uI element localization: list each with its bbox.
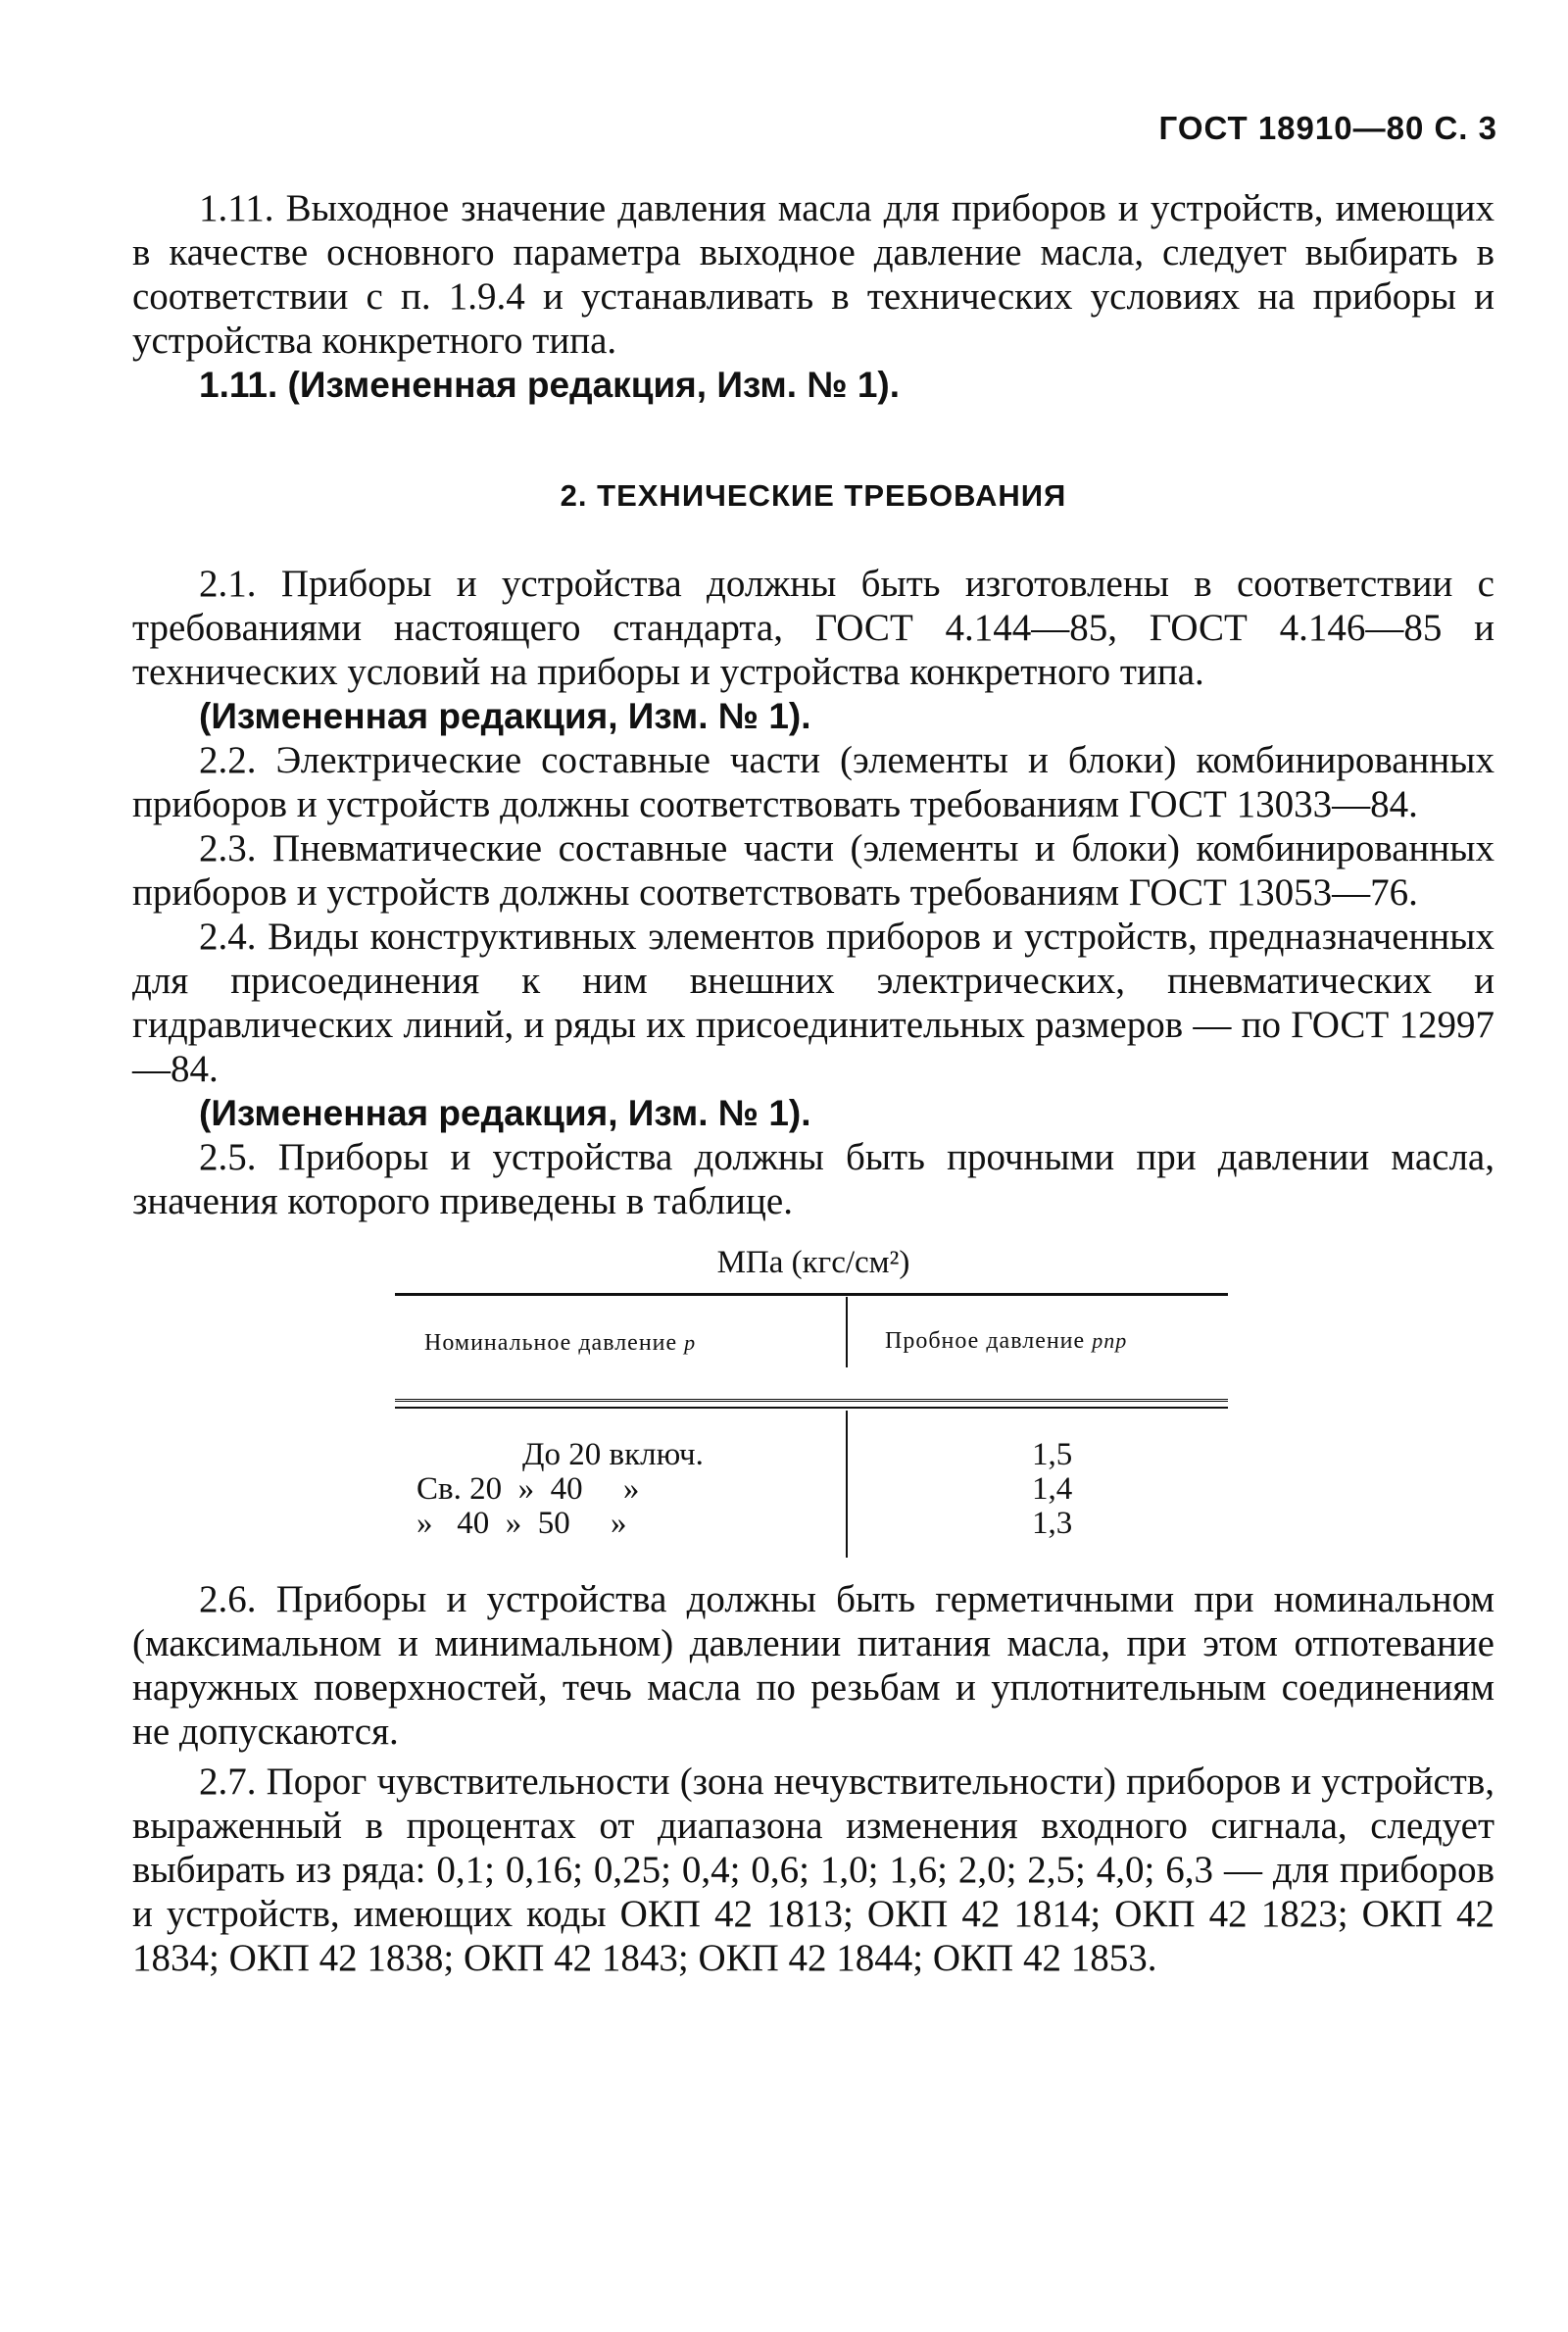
table-row-2-test: 1,4 — [1032, 1471, 1073, 1507]
amendment-ref-1-11 — [132, 363, 1494, 407]
table-header-rule — [395, 1399, 1228, 1409]
table-header-test-symbol: pпр — [1092, 1328, 1128, 1353]
table-row-3-nominal: » 40 » 50 » — [416, 1506, 627, 1541]
table-caption: МПа (кгс/см²) — [716, 1245, 910, 1280]
paragraph-2-4: 2.4. Виды конструктивных элементов приборов и устройств, предназначенных для присоединения к ним внешних электрических, пневматических и гидравлических линий, и ряды их присоединительных размеров — по ГОСТ 12997—84. — [132, 916, 1494, 1090]
table-header-nominal-text: Номинальное давление — [424, 1330, 685, 1356]
paragraph-2-3: 2.3. Пневматические составные части (элементы и блоки) комбинированных приборов и устройств должны соответствовать требованиям ГОСТ 13053—76. — [132, 827, 1494, 914]
page-header: ГОСТ 18910—80 С. 3 — [1158, 110, 1497, 146]
table-top-rule — [395, 1293, 1228, 1296]
paragraph-2-5: 2.5. Приборы и устройства должны быть прочными при давлении масла, значения которого приведены в таблице. — [132, 1136, 1494, 1222]
table-row-1-test: 1,5 — [1032, 1437, 1073, 1472]
pressure-table — [395, 1293, 1228, 1577]
table-row-3-test: 1,3 — [1032, 1506, 1073, 1541]
paragraph-1-11: 1.11. Выходное значение давления масла для приборов и устройств, имеющих в качестве основного параметра выходное давление масла, следует выбирать в соответствии с п. 1.9.4 и устанавливать в технических условиях на приборы и устройства конкретного типа. — [132, 187, 1494, 362]
document-body — [132, 186, 1494, 1980]
table-header-divider — [846, 1297, 848, 1367]
paragraph-2-6: 2.6. Приборы и устройства должны быть герметичными при номинальном (максимальном и минимальном) давлении питания масла, при этом отпотевание наружных поверхностей, течь масла по резьбам и уплотнительным соединениям не допускаются. — [132, 1578, 1494, 1753]
amendment-ref-2-1: (Измененная редакция, Изм. № 1). — [199, 696, 811, 736]
amendment-ref-1-11-text: 1.11. (Измененная редакция, Изм. № 1). — [199, 365, 901, 405]
paragraph-2-2: 2.2. Электрические составные части (элементы и блоки) комбинированных приборов и устройств должны соответствовать требованиям ГОСТ 13033—84. — [132, 739, 1494, 825]
table-header-nominal — [424, 1320, 696, 1365]
table-row-2-nominal: Св. 20 » 40 » — [416, 1471, 640, 1507]
paragraph-2-1: 2.1. Приборы и устройства должны быть изготовлены в соответствии с требованиями настоящего стандарта, ГОСТ 4.144—85, ГОСТ 4.146—85 и технических условий на приборы и устройства конкретного типа. — [132, 563, 1494, 693]
table-header-nominal-symbol: p — [684, 1330, 697, 1355]
paragraph-2-7: 2.7. Порог чувствительности (зона нечувствительности) приборов и устройств, выраженный в процентах от диапазона изменения входного сигнала, следует выбирать из ряда: 0,1; 0,16; 0,25; 0,4; 0,6; 1,0; 1,6; 2,0; 2,5; 4,0; 6,3 — для приборов и устройств, имеющих коды ОКП 42 1813; ОКП 42 1814; ОКП 42 1823; ОКП 42 1834; ОКП 42 1838; ОКП 42 1843; ОКП 42 1844; ОКП 42 1853. — [132, 1761, 1494, 1979]
table-header-test-text: Пробное давление — [885, 1328, 1093, 1354]
amendment-ref-2-4: (Измененная редакция, Изм. № 1). — [199, 1093, 811, 1133]
table-header-test — [885, 1318, 1127, 1364]
table-row-1-nominal: До 20 включ. — [522, 1437, 704, 1472]
table-body-divider — [846, 1411, 848, 1558]
section-title: 2. ТЕХНИЧЕСКИЕ ТРЕБОВАНИЯ — [560, 478, 1067, 513]
